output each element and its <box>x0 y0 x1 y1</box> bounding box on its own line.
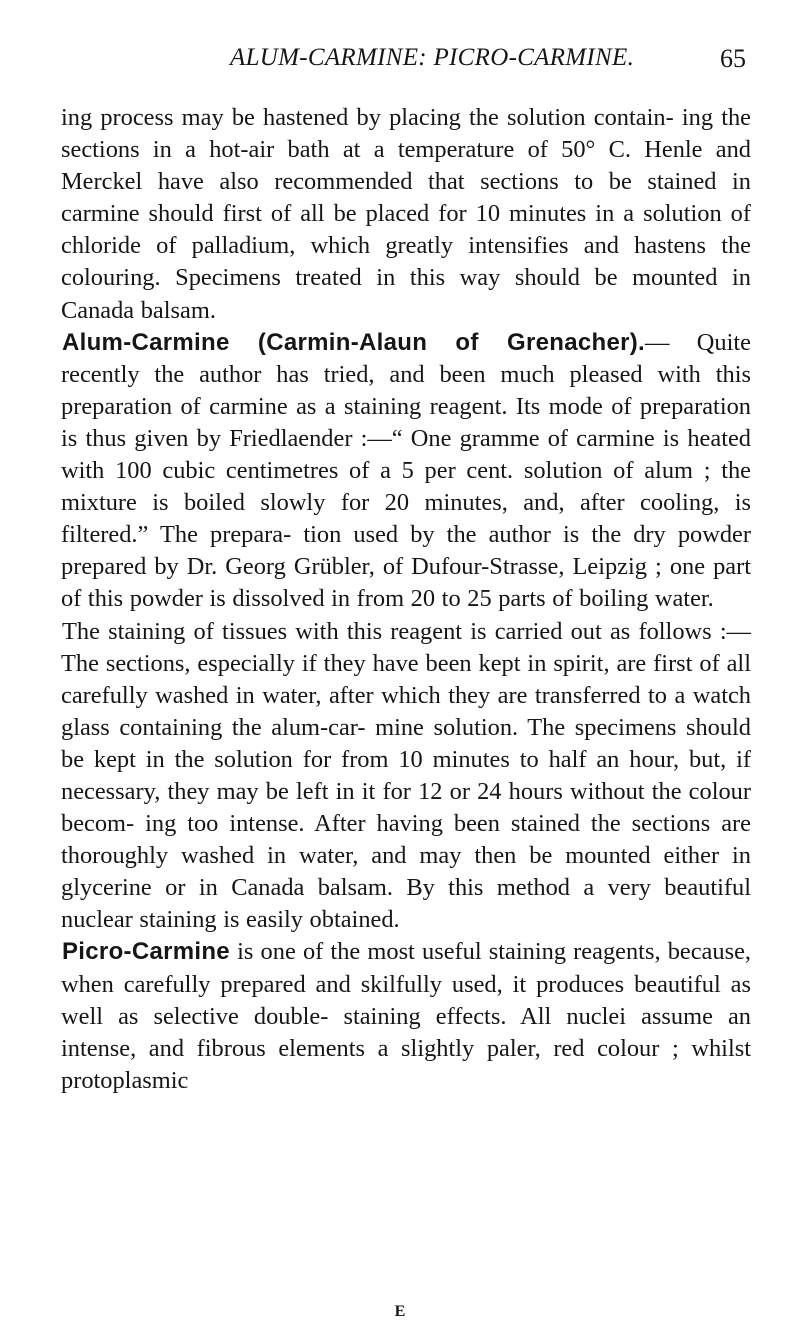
running-head <box>0 38 801 78</box>
paragraph-continuation <box>61 102 751 327</box>
paragraph-staining-method <box>61 616 751 937</box>
running-title: ALUM-CARMINE: PICRO-CARMINE. <box>230 44 635 71</box>
section-heading-picro-carmine: Picro-Carmine <box>62 938 230 966</box>
paragraph-text: — Quite recently the author has tried, and been much pleased with this preparation of carmine as a staining reagent. Its mode of preparation is thus given by Friedlaender :—“ One gramme of carmine is heated with 100 cubic centimetres of a 5 per cent. solution of alum ; the mixture is boiled slowly for 20 minutes, and, after cooling, is filtered.” The prepara- tion used by the author is the dry powder prepared by Dr. Georg Grübler, of Dufour-Strasse, Leipzig ; one part of this powder is dissolved in from 20 to 25 parts of boiling water. <box>61 328 751 613</box>
paragraph-text: ing process may be hastened by placing the solution contain- ing the sections in a hot-air bath at a temperature of 50° C. Henle and Merckel have also recommended that sections to be stained in carmine should first of all be placed for 10 minutes in a solution of chloride of palladium, which greatly intensifies and hastens the colouring. Specimens treated in this way should be mounted in Canada balsam. <box>61 104 751 324</box>
body-text <box>61 102 751 1097</box>
paragraph-text: is one of the most useful staining reagents, because, when carefully prepared and skilfully used, it produces beautiful as well as selective double- staining effects. All nuclei assume an intense, and fibrous elements a slightly paler, red colour ; whilst protoplasmic <box>61 938 751 1094</box>
section-heading-alum-carmine: Alum-Carmine (Carmin-Alaun of Grenacher). <box>62 328 645 356</box>
page-number: 65 <box>720 44 746 73</box>
paragraph-alum-carmine <box>61 327 751 616</box>
paragraph-text: The staining of tissues with this reagent is carried out as follows :—The sections, especially if they have been kept in spirit, are first of all carefully washed in water, after which they are transferred to a watch glass containing the alum-car- mine solution. The specimens should be kept in the solution for from 10 minutes to half an hour, but, if necessary, they may be left in it for 12 or 24 hours without the colour becom- ing too intense. After having been stained the sections are thoroughly washed in water, and may then be mounted either in glycerine or in Canada balsam. By this method a very beautiful nuclear staining is easily obtained. <box>61 617 751 934</box>
paragraph-picro-carmine <box>61 936 751 1096</box>
signature-mark: E <box>394 1303 407 1320</box>
